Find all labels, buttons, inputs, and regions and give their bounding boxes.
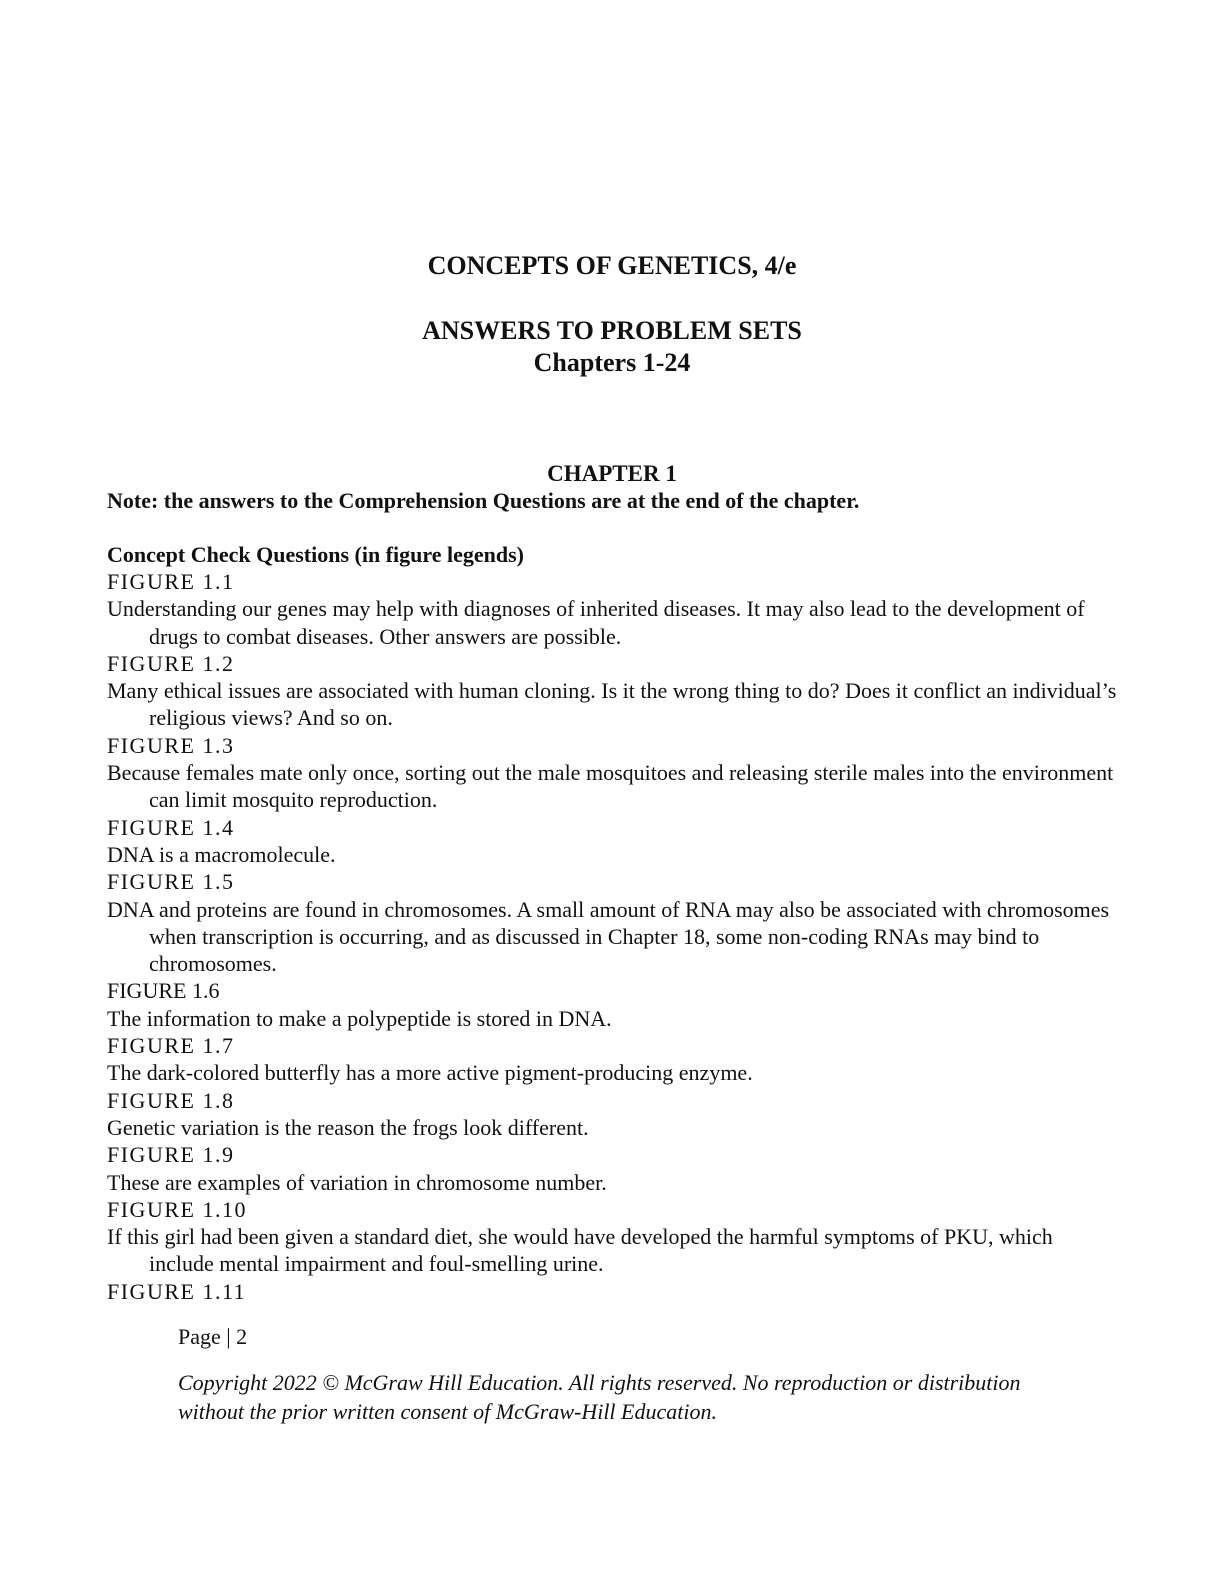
figure-answer: Many ethical issues are associated with human cloning. Is it the wrong thing to do? Does it conflict an individual’s religious views? And so on. — [107, 678, 1117, 731]
figure-entry — [107, 568, 1117, 650]
page-number: Page | 2 — [178, 1324, 248, 1349]
figure-answer: If this girl had been given a standard diet, she would have developed the harmful symptoms of PKU, which include mental impairment and foul-smelling urine. — [107, 1224, 1053, 1277]
figure-answer: DNA is a macromolecule. — [107, 841, 336, 867]
figure-label: FIGURE 1.10 — [107, 1196, 247, 1222]
document-title: CONCEPTS OF GENETICS, 4/e — [427, 251, 797, 280]
chapter-note: Note: the answers to the Comprehension Questions are at the end of the chapter. — [107, 488, 860, 513]
figure-label: FIGURE 1.7 — [107, 1033, 235, 1059]
figure-answer: These are examples of variation in chromosome number. — [107, 1169, 607, 1195]
figure-entry — [107, 650, 1117, 732]
figure-entry — [107, 1141, 1117, 1196]
figure-entry — [107, 1032, 1117, 1087]
figure-answer: Because females mate only once, sorting out the male mosquitoes and releasing sterile males into the environment can limit mosquito reproduction. — [107, 760, 1114, 813]
figure-entry — [107, 814, 1117, 869]
figure-label: FIGURE 1.8 — [107, 1087, 235, 1113]
section-heading: Concept Check Questions (in figure legends) — [107, 542, 524, 567]
figure-answer: Genetic variation is the reason the frogs look different. — [107, 1114, 589, 1140]
figure-label: FIGURE 1.2 — [107, 650, 235, 676]
figure-label: FIGURE 1.3 — [107, 732, 235, 758]
chapter-heading: CHAPTER 1 — [547, 461, 677, 486]
figure-answers-list — [107, 568, 1117, 1305]
figure-label: FIGURE 1.5 — [107, 869, 235, 895]
document-chapters-range: Chapters 1-24 — [533, 348, 691, 377]
figure-entry — [107, 1196, 1117, 1278]
copyright-notice: Copyright 2022 © McGraw Hill Education. All rights reserved. No reproduction or distribution without the prior written consent of McGraw-Hill Education. — [178, 1370, 1021, 1424]
figure-entry — [107, 732, 1117, 814]
document-subtitle: ANSWERS TO PROBLEM SETS — [422, 316, 802, 345]
figure-entry — [107, 977, 1117, 1032]
figure-answer: The dark-colored butterfly has a more active pigment-producing enzyme. — [107, 1060, 753, 1086]
figure-entry — [107, 1278, 1117, 1305]
figure-answer: Understanding our genes may help with diagnoses of inherited diseases. It may also lead to the development of drugs to combat diseases. Other answers are possible. — [107, 596, 1085, 649]
figure-answer: DNA and proteins are found in chromosomes. A small amount of RNA may also be associated with chromosomes when transcription is occurring, and as discussed in Chapter 18, some non-coding RNAs may bind to chromosomes. — [107, 896, 1110, 977]
figure-label: FIGURE 1.9 — [107, 1142, 235, 1168]
figure-label: FIGURE 1.1 — [107, 569, 235, 594]
figure-label: FIGURE 1.6 — [107, 978, 220, 1004]
figure-label: FIGURE 1.11 — [107, 1278, 247, 1304]
figure-answer: The information to make a polypeptide is stored in DNA. — [107, 1005, 612, 1031]
figure-entry — [107, 1087, 1117, 1142]
figure-entry — [107, 868, 1117, 977]
figure-label: FIGURE 1.4 — [107, 814, 235, 840]
